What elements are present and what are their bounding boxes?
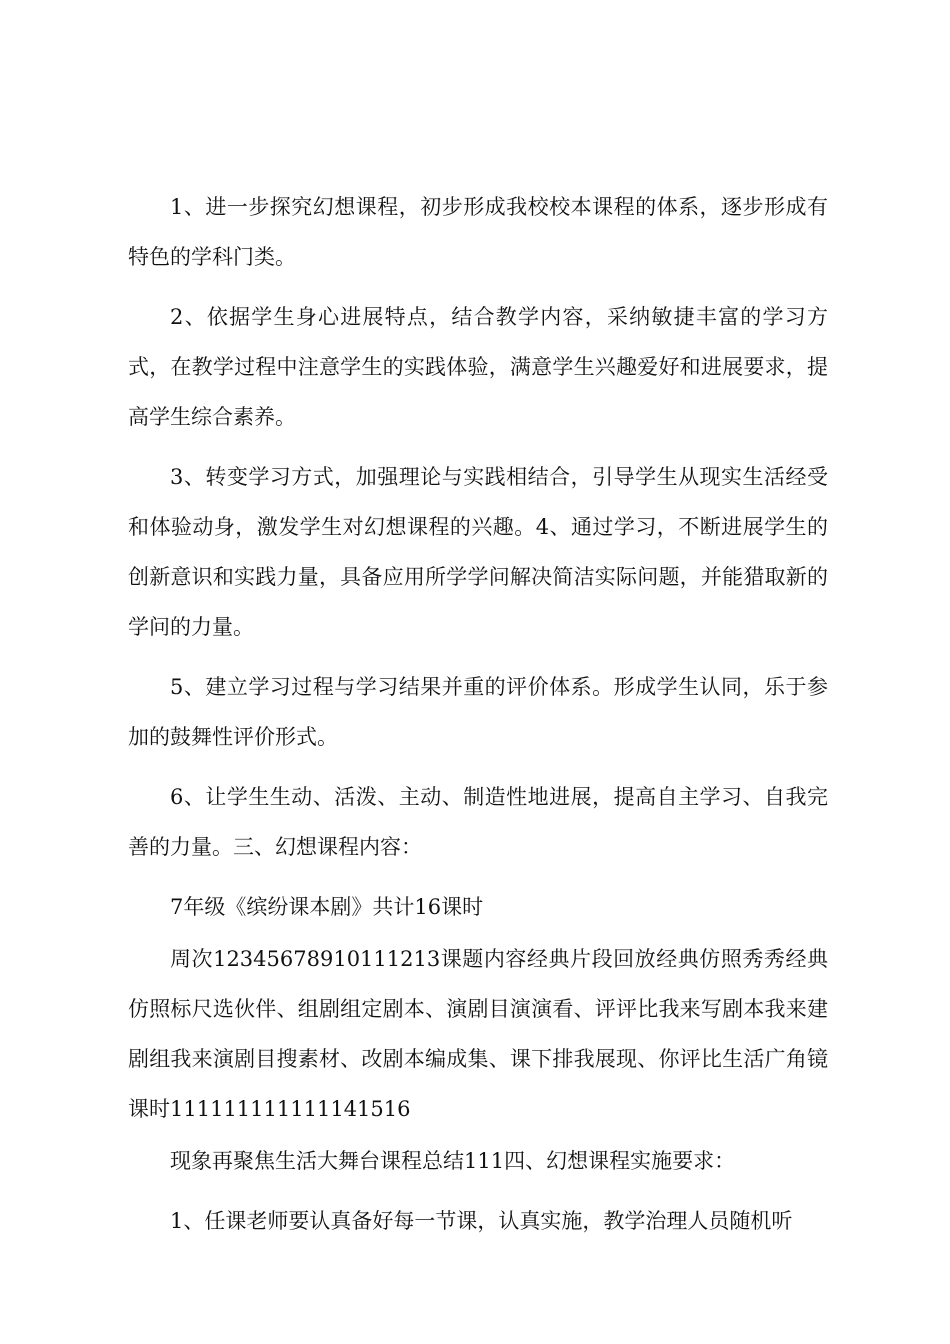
paragraph-goal-6: 6、让学生生动、活泼、主动、制造性地进展，提高自主学习、自我完善的力量。三、幻想课程内容： <box>128 785 828 859</box>
paragraph-goal-1: 1、进一步探究幻想课程，初步形成我校校本课程的体系，逐步形成有特色的学科门类。 <box>128 195 828 269</box>
paragraph-course-summary: 现象再聚焦生活大舞台课程总结111四、幻想课程实施要求： <box>170 1149 736 1173</box>
paragraph-grade-course: 7年级《缤纷课本剧》共计16课时 <box>170 895 484 919</box>
document-body <box>128 182 828 1256</box>
paragraph-goal-5: 5、建立学习过程与学习结果并重的评价体系。形成学生认同，乐于参加的鼓舞性评价形式。 <box>128 675 828 749</box>
paragraph-schedule-table: 周次12345678910111213课题内容经典片段回放经典仿照秀秀经典仿照标尺选伙伴、组剧组定剧本、演剧目演演看、评评比我来写剧本我来建剧组我来演剧目搜素材、改剧本编成集、课下排我展现、你评比生活广角镜课时111111111111141516 <box>128 947 828 1121</box>
paragraph-implementation-1: 1、任课老师要认真备好每一节课，认真实施，教学治理人员随机听 <box>170 1209 793 1233</box>
paragraph-goal-3-4: 3、转变学习方式，加强理论与实践相结合，引导学生从现实生活经受和体验动身，激发学生对幻想课程的兴趣。4、通过学习，不断进展学生的创新意识和实践力量，具备应用所学学问解决简洁实际问题，并能猎取新的学问的力量。 <box>128 465 828 639</box>
paragraph-goal-2: 2、依据学生身心进展特点，结合教学内容，采纳敏捷丰富的学习方式，在教学过程中注意学生的实践体验，满意学生兴趣爱好和进展要求，提高学生综合素养。 <box>128 305 828 429</box>
